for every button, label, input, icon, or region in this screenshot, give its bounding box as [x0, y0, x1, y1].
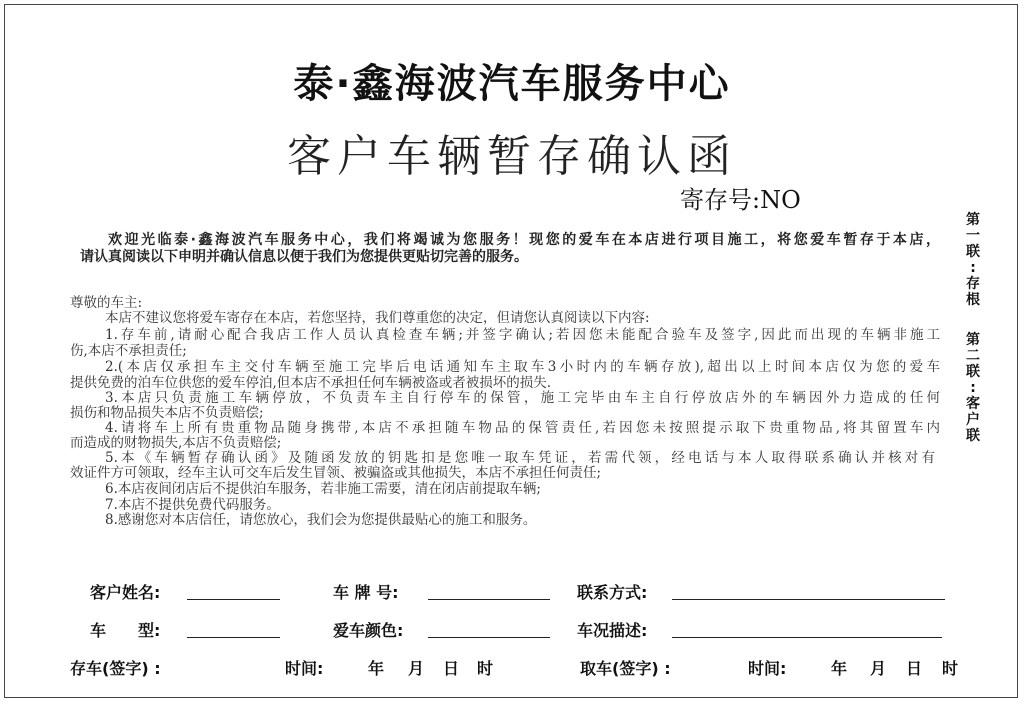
- side-char: 联: [966, 364, 980, 380]
- body-line: 7.本店不提供免费代码服务。: [105, 497, 280, 513]
- pickup-month: 月: [870, 659, 887, 678]
- body-line: 本店不建议您将爱车寄存在本店，若您坚持，我们尊重您的决定，但请您认真阅读以下内容:: [105, 310, 650, 326]
- side-char: 一: [966, 228, 980, 244]
- car-color-label: 爱车颜色:: [333, 621, 404, 640]
- body-line: 提供免费的泊车位供您的爱车停泊,但本店不承担任何车辆被盗或者被损坏的损失.: [70, 375, 552, 391]
- deposit-signature-label: 存车(签字) :: [70, 659, 161, 678]
- customer-name-field[interactable]: [187, 598, 280, 600]
- body-line: 4.请将车上所有贵重物品随身携带,本店不承担随车物品的保管责任,若因您未按照提示取下贵重物品,将其留置车内: [105, 420, 940, 436]
- pickup-hour: 时: [942, 659, 959, 678]
- body-line: 5.本《车辆暂存确认函》及随函发放的钥匙扣是您唯一取车凭证，若需代领，经电话与本人取得联系确认并核对有: [105, 450, 935, 466]
- side-char: :: [970, 380, 976, 396]
- pickup-day: 日: [906, 659, 923, 678]
- deposit-month: 月: [408, 659, 425, 678]
- side-char: 联: [966, 244, 980, 260]
- side-char: 第: [966, 332, 980, 348]
- intro-line: 请认真阅读以下申明并确认信息以便于我们为您提供更贴切完善的服务。: [80, 249, 528, 265]
- deposit-time-label: 时间:: [285, 659, 324, 678]
- car-model-label: 车 型:: [90, 621, 161, 640]
- body-line: 8.感谢您对本店信任，请您放心，我们会为您提供最贴心的施工和服务。: [105, 512, 537, 528]
- body-line: 伤,本店不承担责任;: [70, 343, 187, 359]
- car-color-field[interactable]: [428, 636, 550, 638]
- side-char: :: [970, 260, 976, 276]
- pickup-year: 年: [831, 659, 848, 678]
- copy-label-stub: [962, 212, 984, 444]
- side-char: 二: [966, 348, 980, 364]
- condition-label: 车况描述:: [577, 621, 648, 640]
- deposit-year: 年: [368, 659, 385, 678]
- customer-name-label: 客户姓名:: [90, 583, 161, 602]
- body-line: 而造成的财物损失,本店不负责赔偿;: [70, 435, 282, 451]
- side-char: 第: [966, 212, 980, 228]
- side-char: 户: [966, 412, 980, 428]
- salutation: 尊敬的车主:: [70, 295, 143, 311]
- side-char: 联: [966, 428, 980, 444]
- deposit-day: 日: [443, 659, 460, 678]
- body-line: 1.存车前,请耐心配合我店工作人员认真检查车辆;并签字确认;若因您未能配合验车及签字,因此而出现的车辆非施工: [105, 327, 940, 343]
- car-model-field[interactable]: [187, 636, 280, 638]
- document-title: 客户车辆暂存确认函: [287, 131, 737, 182]
- intro-line: 欢迎光临泰·鑫海波汽车服务中心，我们将竭诚为您服务！现您的爱车在本店进行项目施工，将您爱车暂存于本店，: [108, 232, 940, 248]
- deposit-number-label: 寄存号:NO: [680, 186, 801, 214]
- body-line: 2.(本店仅承担车主交付车辆至施工完毕后电话通知车主取车3小时内的车辆存放),超出以上时间本店仅为您的爱车: [105, 359, 940, 375]
- side-char: 客: [966, 396, 980, 412]
- body-line: 6.本店夜间闭店后不提供泊车服务，若非施工需要，清在闭店前提取车辆;: [105, 481, 541, 497]
- side-char: 根: [966, 292, 980, 308]
- body-line: 3.本店只负责施工车辆停放，不负责车主自行停车的保管，施工完毕由车主自行停放店外的车辆因外力造成的任何: [105, 390, 940, 406]
- plate-label: 车 牌 号:: [333, 583, 399, 602]
- contact-label: 联系方式:: [577, 583, 648, 602]
- contact-field[interactable]: [672, 598, 945, 600]
- body-line: 效证件方可领取，经车主认可交车后发生冒领、被骗盗或其他损失，本店不承担任何责任;: [70, 465, 602, 481]
- body-line: 损伤和物品损失本店不负责赔偿;: [70, 405, 264, 421]
- side-char: 存: [966, 276, 980, 292]
- pickup-signature-label: 取车(签字) :: [580, 659, 671, 678]
- pickup-time-label: 时间:: [748, 659, 787, 678]
- plate-field[interactable]: [428, 598, 550, 600]
- deposit-hour: 时: [477, 659, 494, 678]
- condition-field[interactable]: [672, 636, 942, 638]
- company-title: 泰·鑫海波汽车服务中心: [293, 61, 731, 107]
